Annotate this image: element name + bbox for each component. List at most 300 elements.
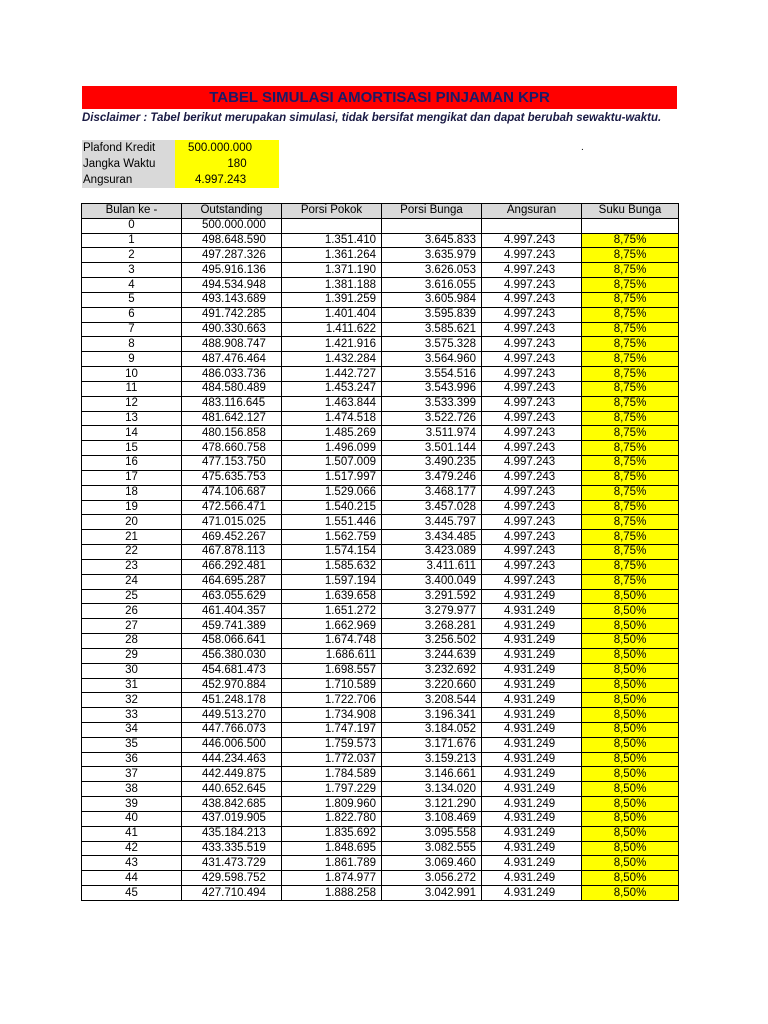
angsuran-cell[interactable]: 4.931.249 [482, 604, 582, 619]
bulan-cell[interactable]: 1 [82, 233, 182, 248]
suku-bunga-cell[interactable]: 8,75% [582, 367, 679, 382]
outstanding-cell[interactable]: 454.681.473 [182, 663, 282, 678]
angsuran-cell[interactable]: 4.997.243 [482, 307, 582, 322]
angsuran-cell[interactable]: 4.931.249 [482, 722, 582, 737]
porsi-pokok-cell[interactable]: 1.747.197 [282, 722, 382, 737]
bulan-cell[interactable]: 23 [82, 559, 182, 574]
suku-bunga-cell[interactable]: 8,50% [582, 634, 679, 649]
angsuran-cell[interactable]: 4.997.243 [482, 278, 582, 293]
bulan-cell[interactable]: 36 [82, 752, 182, 767]
page-title: TABEL SIMULASI AMORTISASI PINJAMAN KPR [82, 86, 677, 109]
table-row [82, 559, 679, 574]
bulan-cell[interactable]: 28 [82, 634, 182, 649]
porsi-bunga-cell[interactable]: 3.468.177 [382, 485, 482, 500]
suku-bunga-cell[interactable]: 8,75% [582, 530, 679, 545]
table-row [82, 871, 679, 886]
suku-bunga-cell[interactable]: 8,75% [582, 411, 679, 426]
bulan-cell[interactable]: 44 [82, 871, 182, 886]
outstanding-cell[interactable]: 493.143.689 [182, 292, 282, 307]
suku-bunga-cell[interactable]: 8,75% [582, 396, 679, 411]
porsi-pokok-cell[interactable]: 1.507.009 [282, 456, 382, 471]
angsuran-label: Angsuran [82, 172, 175, 188]
angsuran-cell[interactable]: 4.931.249 [482, 811, 582, 826]
porsi-bunga-cell[interactable]: 3.208.544 [382, 693, 482, 708]
angsuran-cell[interactable]: 4.997.243 [482, 337, 582, 352]
porsi-bunga-cell[interactable]: 3.146.661 [382, 767, 482, 782]
bulan-cell[interactable]: 7 [82, 322, 182, 337]
outstanding-cell[interactable]: 469.452.267 [182, 530, 282, 545]
porsi-bunga-cell[interactable]: 3.434.485 [382, 530, 482, 545]
outstanding-cell[interactable]: 471.015.025 [182, 515, 282, 530]
plafond-value[interactable]: 500.000.000 [175, 140, 279, 156]
bulan-cell[interactable]: 5 [82, 292, 182, 307]
suku-bunga-cell[interactable]: 8,50% [582, 722, 679, 737]
angsuran-cell[interactable]: 4.997.243 [482, 545, 582, 560]
suku-bunga-cell[interactable]: 8,75% [582, 456, 679, 471]
bulan-cell[interactable]: 2 [82, 248, 182, 263]
porsi-bunga-cell[interactable]: 3.196.341 [382, 708, 482, 723]
angsuran-cell[interactable]: 4.997.243 [482, 411, 582, 426]
bulan-cell[interactable]: 21 [82, 530, 182, 545]
outstanding-cell[interactable]: 486.033.736 [182, 367, 282, 382]
bulan-cell[interactable]: 30 [82, 663, 182, 678]
table-row [82, 233, 679, 248]
jangka-value[interactable]: 180 [175, 156, 279, 172]
bulan-cell[interactable]: 24 [82, 574, 182, 589]
porsi-bunga-cell[interactable]: 3.445.797 [382, 515, 482, 530]
suku-bunga-cell[interactable]: 8,75% [582, 352, 679, 367]
porsi-pokok-cell[interactable]: 1.421.916 [282, 337, 382, 352]
bulan-cell[interactable]: 32 [82, 693, 182, 708]
porsi-pokok-cell[interactable]: 1.835.692 [282, 826, 382, 841]
angsuran-cell[interactable]: 4.931.249 [482, 589, 582, 604]
porsi-pokok-cell[interactable]: 1.463.844 [282, 396, 382, 411]
outstanding-cell[interactable]: 463.055.629 [182, 589, 282, 604]
suku-bunga-cell[interactable]: 8,50% [582, 589, 679, 604]
angsuran-cell[interactable]: 4.931.249 [482, 708, 582, 723]
suku-bunga-cell[interactable]: 8,75% [582, 441, 679, 456]
suku-bunga-cell[interactable]: 8,50% [582, 811, 679, 826]
porsi-bunga-cell[interactable]: 3.626.053 [382, 263, 482, 278]
porsi-pokok-cell[interactable]: 1.401.404 [282, 307, 382, 322]
porsi-bunga-cell[interactable]: 3.268.281 [382, 619, 482, 634]
outstanding-cell[interactable]: 483.116.645 [182, 396, 282, 411]
bulan-cell[interactable]: 25 [82, 589, 182, 604]
porsi-bunga-cell[interactable]: 3.082.555 [382, 841, 482, 856]
porsi-bunga-cell[interactable]: 3.291.592 [382, 589, 482, 604]
porsi-bunga-cell[interactable]: 3.171.676 [382, 737, 482, 752]
porsi-bunga-cell[interactable]: 3.232.692 [382, 663, 482, 678]
porsi-bunga-cell[interactable]: 3.220.660 [382, 678, 482, 693]
porsi-bunga-cell[interactable]: 3.501.144 [382, 441, 482, 456]
outstanding-cell[interactable]: 500.000.000 [182, 218, 282, 233]
suku-bunga-cell[interactable]: 8,50% [582, 841, 679, 856]
suku-bunga-cell[interactable]: 8,50% [582, 856, 679, 871]
bulan-cell[interactable]: 0 [82, 218, 182, 233]
porsi-pokok-cell[interactable]: 1.822.780 [282, 811, 382, 826]
outstanding-cell[interactable]: 442.449.875 [182, 767, 282, 782]
porsi-pokok-cell[interactable]: 1.562.759 [282, 530, 382, 545]
angsuran-cell[interactable]: 4.997.243 [482, 322, 582, 337]
porsi-bunga-cell[interactable]: 3.490.235 [382, 456, 482, 471]
porsi-pokok-cell[interactable]: 1.411.622 [282, 322, 382, 337]
porsi-bunga-cell[interactable]: 3.256.502 [382, 634, 482, 649]
outstanding-cell[interactable]: 467.878.113 [182, 545, 282, 560]
bulan-cell[interactable]: 22 [82, 545, 182, 560]
outstanding-cell[interactable]: 484.580.489 [182, 381, 282, 396]
porsi-pokok-cell[interactable] [282, 218, 382, 233]
outstanding-cell[interactable]: 487.476.464 [182, 352, 282, 367]
suku-bunga-cell[interactable]: 8,75% [582, 337, 679, 352]
porsi-bunga-cell[interactable]: 3.605.984 [382, 292, 482, 307]
porsi-pokok-cell[interactable]: 1.639.658 [282, 589, 382, 604]
porsi-pokok-cell[interactable]: 1.391.259 [282, 292, 382, 307]
porsi-pokok-cell[interactable]: 1.784.589 [282, 767, 382, 782]
bulan-cell[interactable]: 14 [82, 426, 182, 441]
bulan-cell[interactable]: 10 [82, 367, 182, 382]
angsuran-value[interactable]: 4.997.243 [175, 172, 279, 188]
suku-bunga-cell[interactable]: 8,50% [582, 737, 679, 752]
outstanding-cell[interactable]: 494.534.948 [182, 278, 282, 293]
angsuran-cell[interactable]: 4.931.249 [482, 826, 582, 841]
suku-bunga-cell[interactable]: 8,75% [582, 515, 679, 530]
table-row [82, 396, 679, 411]
porsi-bunga-cell[interactable]: 3.585.621 [382, 322, 482, 337]
bulan-cell[interactable]: 38 [82, 782, 182, 797]
table-body [82, 218, 679, 900]
porsi-bunga-cell[interactable]: 3.056.272 [382, 871, 482, 886]
header-porsi-bunga: Porsi Bunga [382, 204, 482, 219]
porsi-pokok-cell[interactable]: 1.474.518 [282, 411, 382, 426]
angsuran-cell[interactable]: 4.997.243 [482, 500, 582, 515]
outstanding-cell[interactable]: 488.908.747 [182, 337, 282, 352]
suku-bunga-cell[interactable]: 8,50% [582, 648, 679, 663]
bulan-cell[interactable]: 15 [82, 441, 182, 456]
angsuran-cell[interactable]: 4.997.243 [482, 441, 582, 456]
angsuran-cell[interactable]: 4.931.249 [482, 648, 582, 663]
porsi-bunga-cell[interactable]: 3.108.469 [382, 811, 482, 826]
bulan-cell[interactable]: 6 [82, 307, 182, 322]
angsuran-cell[interactable] [482, 218, 582, 233]
bulan-cell[interactable]: 31 [82, 678, 182, 693]
angsuran-cell[interactable]: 4.931.249 [482, 634, 582, 649]
porsi-pokok-cell[interactable]: 1.361.264 [282, 248, 382, 263]
angsuran-cell[interactable]: 4.931.249 [482, 693, 582, 708]
angsuran-cell[interactable]: 4.997.243 [482, 485, 582, 500]
porsi-bunga-cell[interactable]: 3.042.991 [382, 886, 482, 901]
suku-bunga-cell[interactable] [582, 218, 679, 233]
angsuran-cell[interactable]: 4.997.243 [482, 559, 582, 574]
bulan-cell[interactable]: 9 [82, 352, 182, 367]
angsuran-cell[interactable]: 4.931.249 [482, 856, 582, 871]
outstanding-cell[interactable]: 458.066.641 [182, 634, 282, 649]
porsi-pokok-cell[interactable]: 1.453.247 [282, 381, 382, 396]
angsuran-cell[interactable]: 4.931.249 [482, 737, 582, 752]
bulan-cell[interactable]: 26 [82, 604, 182, 619]
porsi-pokok-cell[interactable]: 1.662.969 [282, 619, 382, 634]
outstanding-cell[interactable]: 433.335.519 [182, 841, 282, 856]
porsi-bunga-cell[interactable]: 3.244.639 [382, 648, 482, 663]
table-row [82, 856, 679, 871]
porsi-pokok-cell[interactable]: 1.651.272 [282, 604, 382, 619]
angsuran-cell[interactable]: 4.997.243 [482, 381, 582, 396]
porsi-bunga-cell[interactable]: 3.575.328 [382, 337, 482, 352]
angsuran-cell[interactable]: 4.997.243 [482, 263, 582, 278]
outstanding-cell[interactable]: 472.566.471 [182, 500, 282, 515]
outstanding-cell[interactable]: 490.330.663 [182, 322, 282, 337]
outstanding-cell[interactable]: 437.019.905 [182, 811, 282, 826]
suku-bunga-cell[interactable]: 8,75% [582, 574, 679, 589]
bulan-cell[interactable]: 3 [82, 263, 182, 278]
suku-bunga-cell[interactable]: 8,75% [582, 263, 679, 278]
outstanding-cell[interactable]: 480.156.858 [182, 426, 282, 441]
angsuran-cell[interactable]: 4.997.243 [482, 574, 582, 589]
bulan-cell[interactable]: 13 [82, 411, 182, 426]
porsi-bunga-cell[interactable]: 3.400.049 [382, 574, 482, 589]
outstanding-cell[interactable]: 481.642.127 [182, 411, 282, 426]
suku-bunga-cell[interactable]: 8,50% [582, 678, 679, 693]
table-row [82, 485, 679, 500]
angsuran-cell[interactable]: 4.997.243 [482, 292, 582, 307]
suku-bunga-cell[interactable]: 8,75% [582, 545, 679, 560]
porsi-pokok-cell[interactable]: 1.351.410 [282, 233, 382, 248]
porsi-bunga-cell[interactable]: 3.533.399 [382, 396, 482, 411]
suku-bunga-cell[interactable]: 8,50% [582, 797, 679, 812]
outstanding-cell[interactable]: 491.742.285 [182, 307, 282, 322]
angsuran-cell[interactable]: 4.931.249 [482, 871, 582, 886]
angsuran-cell[interactable]: 4.931.249 [482, 752, 582, 767]
angsuran-cell[interactable]: 4.997.243 [482, 456, 582, 471]
outstanding-cell[interactable]: 466.292.481 [182, 559, 282, 574]
suku-bunga-cell[interactable]: 8,75% [582, 426, 679, 441]
bulan-cell[interactable]: 17 [82, 470, 182, 485]
suku-bunga-cell[interactable]: 8,75% [582, 248, 679, 263]
porsi-bunga-cell[interactable]: 3.423.089 [382, 545, 482, 560]
porsi-pokok-cell[interactable]: 1.551.446 [282, 515, 382, 530]
outstanding-cell[interactable]: 438.842.685 [182, 797, 282, 812]
bulan-cell[interactable]: 39 [82, 797, 182, 812]
suku-bunga-cell[interactable]: 8,50% [582, 663, 679, 678]
suku-bunga-cell[interactable]: 8,75% [582, 470, 679, 485]
outstanding-cell[interactable]: 478.660.758 [182, 441, 282, 456]
outstanding-cell[interactable]: 429.598.752 [182, 871, 282, 886]
angsuran-cell[interactable]: 4.997.243 [482, 352, 582, 367]
suku-bunga-cell[interactable]: 8,50% [582, 619, 679, 634]
bulan-cell[interactable]: 12 [82, 396, 182, 411]
porsi-pokok-cell[interactable]: 1.722.706 [282, 693, 382, 708]
suku-bunga-cell[interactable]: 8,50% [582, 767, 679, 782]
outstanding-cell[interactable]: 497.287.326 [182, 248, 282, 263]
porsi-pokok-cell[interactable]: 1.517.997 [282, 470, 382, 485]
outstanding-cell[interactable]: 495.916.136 [182, 263, 282, 278]
suku-bunga-cell[interactable]: 8,50% [582, 752, 679, 767]
porsi-pokok-cell[interactable]: 1.759.573 [282, 737, 382, 752]
angsuran-cell[interactable]: 4.931.249 [482, 767, 582, 782]
angsuran-cell[interactable]: 4.997.243 [482, 367, 582, 382]
porsi-bunga-cell[interactable]: 3.645.833 [382, 233, 482, 248]
porsi-bunga-cell[interactable]: 3.069.460 [382, 856, 482, 871]
bulan-cell[interactable]: 27 [82, 619, 182, 634]
porsi-pokok-cell[interactable]: 1.698.557 [282, 663, 382, 678]
angsuran-cell[interactable]: 4.997.243 [482, 233, 582, 248]
porsi-bunga-cell[interactable]: 3.184.052 [382, 722, 482, 737]
porsi-pokok-cell[interactable]: 1.597.194 [282, 574, 382, 589]
table-row [82, 456, 679, 471]
bulan-cell[interactable]: 19 [82, 500, 182, 515]
porsi-pokok-cell[interactable]: 1.686.611 [282, 648, 382, 663]
porsi-pokok-cell[interactable]: 1.861.789 [282, 856, 382, 871]
table-row [82, 352, 679, 367]
bulan-cell[interactable]: 41 [82, 826, 182, 841]
angsuran-cell[interactable]: 4.931.249 [482, 886, 582, 901]
angsuran-cell[interactable]: 4.997.243 [482, 515, 582, 530]
angsuran-cell[interactable]: 4.997.243 [482, 530, 582, 545]
bulan-cell[interactable]: 16 [82, 456, 182, 471]
porsi-pokok-cell[interactable]: 1.772.037 [282, 752, 382, 767]
outstanding-cell[interactable]: 435.184.213 [182, 826, 282, 841]
outstanding-cell[interactable]: 431.473.729 [182, 856, 282, 871]
outstanding-cell[interactable]: 440.652.645 [182, 782, 282, 797]
suku-bunga-cell[interactable]: 8,50% [582, 708, 679, 723]
bulan-cell[interactable]: 43 [82, 856, 182, 871]
angsuran-cell[interactable]: 4.931.249 [482, 841, 582, 856]
porsi-pokok-cell[interactable]: 1.585.632 [282, 559, 382, 574]
outstanding-cell[interactable]: 461.404.357 [182, 604, 282, 619]
suku-bunga-cell[interactable]: 8,50% [582, 782, 679, 797]
porsi-pokok-cell[interactable]: 1.797.229 [282, 782, 382, 797]
porsi-pokok-cell[interactable]: 1.529.066 [282, 485, 382, 500]
outstanding-cell[interactable]: 456.380.030 [182, 648, 282, 663]
porsi-bunga-cell[interactable]: 3.279.977 [382, 604, 482, 619]
suku-bunga-cell[interactable]: 8,75% [582, 233, 679, 248]
porsi-bunga-cell[interactable]: 3.095.558 [382, 826, 482, 841]
table-row [82, 589, 679, 604]
porsi-pokok-cell[interactable]: 1.888.258 [282, 886, 382, 901]
porsi-bunga-cell[interactable]: 3.511.974 [382, 426, 482, 441]
suku-bunga-cell[interactable]: 8,75% [582, 307, 679, 322]
outstanding-cell[interactable]: 451.248.178 [182, 693, 282, 708]
bulan-cell[interactable]: 45 [82, 886, 182, 901]
bulan-cell[interactable]: 18 [82, 485, 182, 500]
bulan-cell[interactable]: 33 [82, 708, 182, 723]
bulan-cell[interactable]: 8 [82, 337, 182, 352]
bulan-cell[interactable]: 42 [82, 841, 182, 856]
table-row [82, 292, 679, 307]
porsi-pokok-cell[interactable]: 1.574.154 [282, 545, 382, 560]
outstanding-cell[interactable]: 449.513.270 [182, 708, 282, 723]
angsuran-cell[interactable]: 4.931.249 [482, 619, 582, 634]
porsi-pokok-cell[interactable]: 1.442.727 [282, 367, 382, 382]
suku-bunga-cell[interactable]: 8,50% [582, 604, 679, 619]
suku-bunga-cell[interactable]: 8,50% [582, 693, 679, 708]
porsi-pokok-cell[interactable]: 1.809.960 [282, 797, 382, 812]
porsi-pokok-cell[interactable]: 1.674.748 [282, 634, 382, 649]
porsi-pokok-cell[interactable]: 1.432.284 [282, 352, 382, 367]
porsi-bunga-cell[interactable]: 3.616.055 [382, 278, 482, 293]
porsi-bunga-cell[interactable]: 3.411.611 [382, 559, 482, 574]
porsi-pokok-cell[interactable]: 1.485.269 [282, 426, 382, 441]
outstanding-cell[interactable]: 459.741.389 [182, 619, 282, 634]
porsi-pokok-cell[interactable]: 1.848.695 [282, 841, 382, 856]
bulan-cell[interactable]: 34 [82, 722, 182, 737]
angsuran-cell[interactable]: 4.997.243 [482, 396, 582, 411]
porsi-pokok-cell[interactable]: 1.381.188 [282, 278, 382, 293]
angsuran-cell[interactable]: 4.931.249 [482, 797, 582, 812]
suku-bunga-cell[interactable]: 8,75% [582, 381, 679, 396]
porsi-pokok-cell[interactable]: 1.496.099 [282, 441, 382, 456]
suku-bunga-cell[interactable]: 8,75% [582, 278, 679, 293]
loan-summary [82, 140, 279, 188]
angsuran-cell[interactable]: 4.997.243 [482, 426, 582, 441]
angsuran-cell[interactable]: 4.931.249 [482, 678, 582, 693]
suku-bunga-cell[interactable]: 8,75% [582, 559, 679, 574]
outstanding-cell[interactable]: 475.635.753 [182, 470, 282, 485]
suku-bunga-cell[interactable]: 8,75% [582, 500, 679, 515]
porsi-bunga-cell[interactable]: 3.564.960 [382, 352, 482, 367]
bulan-cell[interactable]: 37 [82, 767, 182, 782]
porsi-bunga-cell[interactable]: 3.543.996 [382, 381, 482, 396]
outstanding-cell[interactable]: 477.153.750 [182, 456, 282, 471]
angsuran-cell[interactable]: 4.931.249 [482, 663, 582, 678]
porsi-bunga-cell[interactable]: 3.522.726 [382, 411, 482, 426]
bulan-cell[interactable]: 11 [82, 381, 182, 396]
table-row [82, 530, 679, 545]
porsi-bunga-cell[interactable]: 3.121.290 [382, 797, 482, 812]
porsi-pokok-cell[interactable]: 1.710.589 [282, 678, 382, 693]
porsi-bunga-cell[interactable]: 3.479.246 [382, 470, 482, 485]
outstanding-cell[interactable]: 464.695.287 [182, 574, 282, 589]
suku-bunga-cell[interactable]: 8,50% [582, 826, 679, 841]
porsi-pokok-cell[interactable]: 1.874.977 [282, 871, 382, 886]
table-row [82, 782, 679, 797]
outstanding-cell[interactable]: 452.970.884 [182, 678, 282, 693]
outstanding-cell[interactable]: 447.766.073 [182, 722, 282, 737]
outstanding-cell[interactable]: 474.106.687 [182, 485, 282, 500]
outstanding-cell[interactable]: 427.710.494 [182, 886, 282, 901]
porsi-bunga-cell[interactable]: 3.595.839 [382, 307, 482, 322]
porsi-bunga-cell[interactable]: 3.635.979 [382, 248, 482, 263]
porsi-bunga-cell[interactable]: 3.159.213 [382, 752, 482, 767]
table-row [82, 248, 679, 263]
porsi-bunga-cell[interactable]: 3.457.028 [382, 500, 482, 515]
angsuran-cell[interactable]: 4.931.249 [482, 782, 582, 797]
suku-bunga-cell[interactable]: 8,75% [582, 292, 679, 307]
porsi-pokok-cell[interactable]: 1.371.190 [282, 263, 382, 278]
angsuran-cell[interactable]: 4.997.243 [482, 248, 582, 263]
porsi-bunga-cell[interactable]: 3.134.020 [382, 782, 482, 797]
bulan-cell[interactable]: 20 [82, 515, 182, 530]
porsi-bunga-cell[interactable] [382, 218, 482, 233]
bulan-cell[interactable]: 4 [82, 278, 182, 293]
suku-bunga-cell[interactable]: 8,50% [582, 871, 679, 886]
table-row [82, 841, 679, 856]
angsuran-cell[interactable]: 4.997.243 [482, 470, 582, 485]
suku-bunga-cell[interactable]: 8,50% [582, 886, 679, 901]
outstanding-cell[interactable]: 446.006.500 [182, 737, 282, 752]
bulan-cell[interactable]: 40 [82, 811, 182, 826]
suku-bunga-cell[interactable]: 8,75% [582, 322, 679, 337]
porsi-pokok-cell[interactable]: 1.734.908 [282, 708, 382, 723]
bulan-cell[interactable]: 35 [82, 737, 182, 752]
porsi-bunga-cell[interactable]: 3.554.516 [382, 367, 482, 382]
table-row [82, 634, 679, 649]
porsi-pokok-cell[interactable]: 1.540.215 [282, 500, 382, 515]
outstanding-cell[interactable]: 444.234.463 [182, 752, 282, 767]
suku-bunga-cell[interactable]: 8,75% [582, 485, 679, 500]
table-row [82, 693, 679, 708]
outstanding-cell[interactable]: 498.648.590 [182, 233, 282, 248]
bulan-cell[interactable]: 29 [82, 648, 182, 663]
